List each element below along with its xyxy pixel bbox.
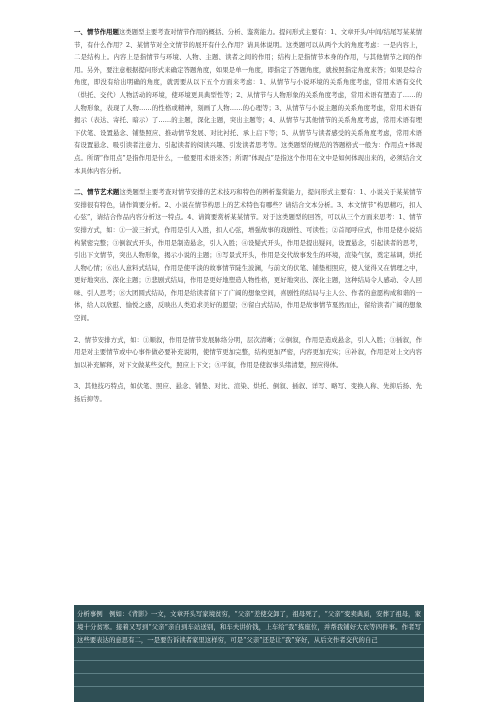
section-plot-function (74, 26, 422, 177)
example-divider (74, 686, 424, 687)
section-other-techniques (74, 380, 422, 405)
example-text: 分析事例 例如：《背影》一文，文章开头写家境贫穷，“父亲”差使交卸了，祖母死了，“父亲”变卖典质，安葬了祖母，家境十分贫寒。接着又写到“父亲”亲自到车站送别，和车夫讲价钱，上车给“我”拣座位，并帮我铺好大衣等四件事。作者写这些要表达的意思有二，一是要告诉读者家里这样穷，可是“父亲”还是让“我”穿好，从后文作者交代的自己 (77, 610, 421, 645)
section-gap (74, 325, 422, 334)
section-heading: 一、情节作用题 (74, 28, 119, 36)
section-text: 这类题型主要考查对情节安排的艺术技巧和特色的辨析鉴赏能力，提问形式主要有：1、小说关于某某情节安排很有特色，请作简要分析。2、小说在情节构思上的艺术特色有哪些？请结合文本分析。3、本文情节“构思精巧，扣人心弦”，请结合作品内容分析这一特点。4、请简要赏析某某情节。对于这类题型的回答，可以从三个方面来思考：1、情节安排方式，如：①一波三折式，作用是引人入胜，扣人心弦，增强故事的戏剧性、可读性；②首尾呼应式，作用是使小说结构紧密完整；③倒叙式开头，作用是制造悬念，引人入胜；④设疑式开头，作用是提出疑问，设置悬念，引起读者的思考，引出下文情节，突出人物形象，揭示小说的主题；⑤写景式开头，作用是交代故事发生的环境，渲染气氛，奠定基调，烘托人物心情；⑥出人意料式结局，作用是使平淡的故事情节陡生波澜，与前文的伏笔、铺垫相照应，使人觉得又在情理之中，更好地突出、深化主题；⑦悲剧式结局，作用是更好地塑造人物性格，更好地突出、深化主题，这种结局令人感动、令人回味、引人思考；⑧大团圆式结局，作用是给读者留下了广阔的想象空间，喜剧性的结局与主人公、作者的意愿构成和谐的一体，给人以欣慰、愉悦之感，反映出人类追求美好的愿望；⑨留白式结局，作用是故事情节戛然而止，留给读者广阔的想象空间。 (74, 188, 422, 323)
section-heading: 二、情节艺术题 (74, 188, 120, 197)
section-plot-art (74, 186, 422, 325)
section-text: 2、情节安排方式，如：①顺叙，作用是情节发展脉络分明，层次清晰；②倒叙，作用是造成悬念，引人入胜；③插叙，作用是对主要情节或中心事件做必要补充说明，使情节更加完整，结构更加严密，内容更加充实；④补叙，作用是对上文内容加以补充解释，对下文做某些交代，照应上下文；⑤平叙，作用是使叙事头绪清楚，照应得体。 (74, 335, 422, 369)
section-gap (74, 371, 422, 380)
section-text: 这类题型主要考查对情节作用的概括、分析、鉴赏能力。提问形式主要有：1、文章开头/中间/结尾写某某情节，有什么作用？2、某情节对全文情节的展开有什么作用？请具体说明。这类题可以从两个大的角度考虑：一是内容上，二是结构上。内容上是指情节与环境、人物、主题、读者之间的作用；结构上是指情节本身的作用，与其他情节之间的作用。另外，要注意根据提问形式来确定答题角度，如果是单一角度，即指定了答题角度，就按照指定角度来答；如果是综合角度，即没有给出明确的角度，就需要从以下五个方面来考虑：1、从情节与小说环境的关系角度考虑，常用术语有交代（烘托、交代）人物活动的环境，使环境更具典型性等；2、从情节与人物形象的关系角度考虑，常用术语有塑造了……的人物形象，表现了人物……的性格或精神，刻画了人物……的心理等；3、从情节与小说主题的关系角度考虑，常用术语有揭示（表达、寄托、暗示）了……的主题，深化主题，突出主题等；4、从情节与其他情节的关系角度考虑，常用术语有埋下伏笔、设置悬念、铺垫照应、推动情节发展、对比衬托、承上启下等；5、从情节与读者感受的关系角度考虑，常用术语有设置悬念、吸引读者注意力、引起读者的阅读兴趣、引发读者思考等。这类题型的规范的答题格式一般为：作用点+体现点。所谓“作用点”是指作用是什么，一般要用术语来答；所谓“体现点”是指这个作用在文中是如何体现出来的，必须结合文本具体内容分析。 (74, 28, 423, 175)
section-gap (74, 177, 422, 186)
example-box (74, 605, 424, 702)
section-narrative-order (74, 334, 422, 372)
example-divider (74, 660, 424, 661)
example-divider (74, 673, 424, 674)
section-text: 3、其他技巧特点，如伏笔、照应、悬念、铺垫、对比、渲染、烘托、倒叙、插叙、详写、略写、变换人称、先抑后扬、先扬后抑等。 (74, 382, 422, 404)
document-body (74, 26, 422, 406)
